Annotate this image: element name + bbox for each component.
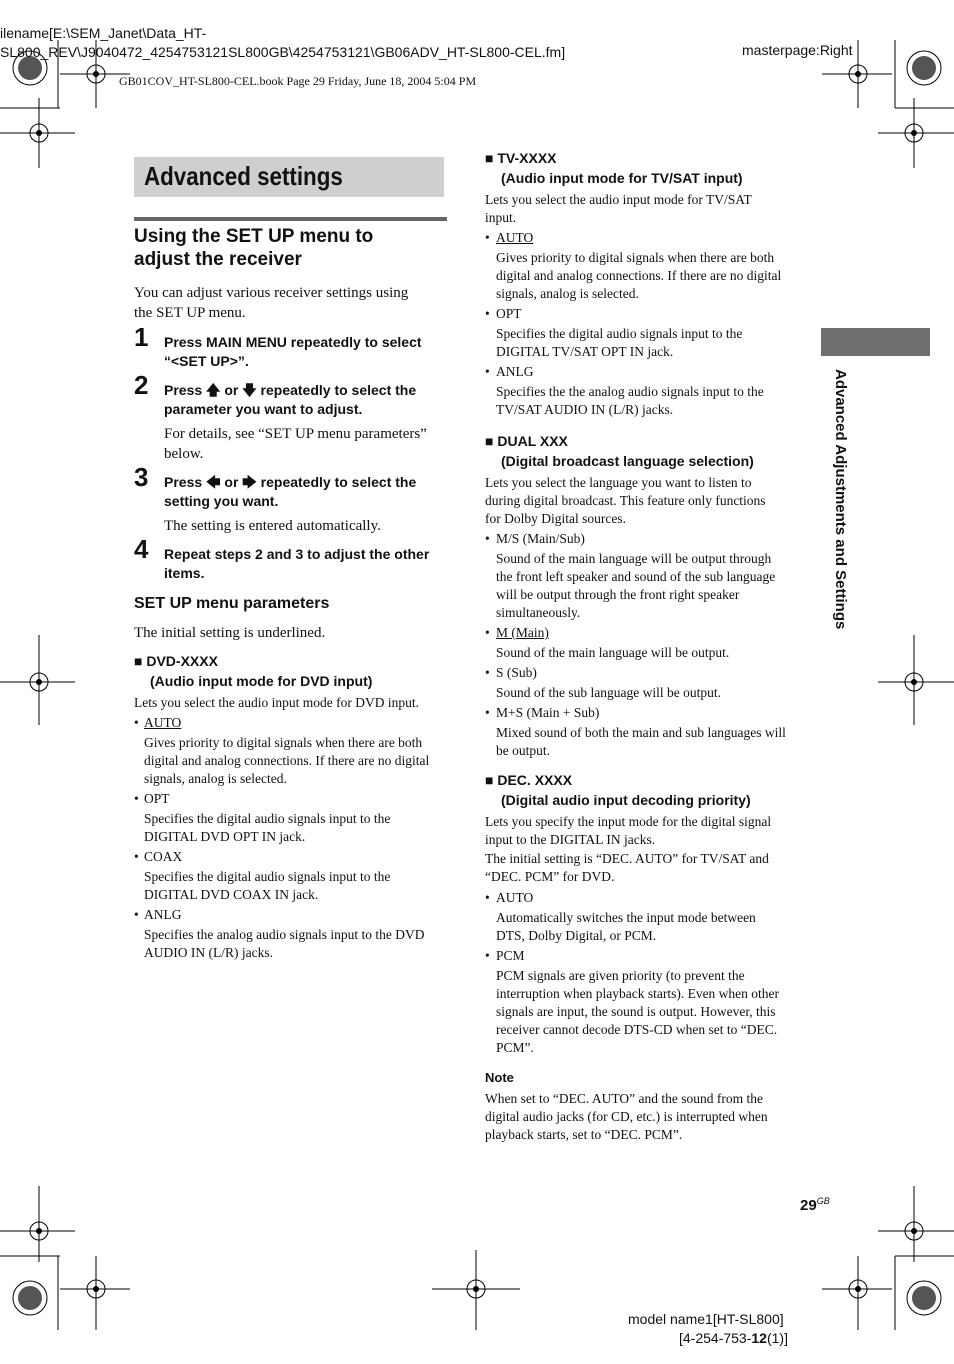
list-item: • AUTO	[134, 715, 182, 730]
filename-line-1: ilename[E:\SEM_Janet\Data_HT-	[0, 25, 207, 41]
dvd-param-desc: Lets you select the audio input mode for DVD input.	[134, 695, 419, 710]
note-label: Note	[485, 1070, 514, 1085]
list-item: • ANLG	[134, 907, 182, 922]
tv-param-desc: Lets you select the audio input mode for TV/SAT input.	[485, 192, 752, 225]
params-heading: SET UP menu parameters	[134, 595, 330, 612]
right-arrow-icon: 🡆	[242, 474, 257, 490]
step-2-text: Press 🡅 or 🡇 repeatedly to select the parameter you want to adjust.	[164, 382, 417, 417]
note-text: When set to “DEC. AUTO” and the sound from the digital audio jacks (for CD, etc.) is interrupted when playback starts, set to “DEC. PCM”.	[485, 1091, 768, 1142]
book-info-line: GB01COV_HT-SL800-CEL.book Page 29 Friday, June 18, 2004 5:04 PM	[119, 74, 477, 88]
step-4-text: Repeat steps 2 and 3 to adjust the other items.	[164, 546, 430, 581]
step-2-note: For details, see “SET UP menu parameters” below.	[164, 426, 427, 462]
dual-param-desc: Lets you select the language you want to listen to during digital broadcast. This feature only functions for Dolby Digital sources.	[485, 475, 766, 526]
masterpage-label: masterpage:Right	[742, 42, 853, 58]
page-title-box	[134, 157, 444, 197]
left-arrow-icon: 🡄	[206, 474, 221, 490]
step-3-text: Press 🡄 or 🡆 repeatedly to select the setting you want.	[164, 474, 417, 509]
footer-code: [4-254-753-12(1)]	[679, 1330, 788, 1346]
list-item: • PCM	[485, 948, 525, 963]
dvd-options: • AUTO Gives priority to digital signals when there are both digital and analog connections. If there are no digital signals, analog is selected. • OPT Specifies the digital audio signals input to the DIGITAL DVD OPT IN jack. • COAX Specifies the digital audio signals input to the DIGITAL DVD COAX IN jack. • ANLG Specifies the analog audio signals input to the DVD AUDIO IN (L/R) jacks.	[134, 714, 454, 962]
filename-line-2: SL800_REV\J9040472_4254753121SL800GB\4254753121\GB06ADV_HT-SL800-CEL.fm]	[0, 44, 566, 60]
step-2-number: 2	[134, 370, 149, 400]
side-tab-marker	[821, 328, 930, 356]
list-item: • M+S (Main + Sub)	[485, 705, 600, 720]
footer-model: model name1[HT-SL800]	[628, 1311, 784, 1327]
square-bullet: ■	[134, 653, 143, 669]
dec-param-desc: Lets you specify the input mode for the digital signal input to the DIGITAL IN jacks. The initial setting is “DEC. AUTO” for TV/SAT and “DEC. PCM” for DVD.	[485, 814, 772, 884]
dvd-param-title: ■ DVD-XXXX (Audio input mode for DVD input)	[134, 653, 373, 689]
list-item: • COAX	[134, 849, 183, 864]
step-1-text: Press MAIN MENU repeatedly to select “<SET UP>”.	[164, 334, 422, 369]
tv-options: • AUTO Gives priority to digital signals when there are both digital and analog connections. If there are no digital signals, analog is selected. • OPT Specifies the digital audio signals input to the DIGITAL TV/SAT OPT IN jack. • ANLG Specifies the the analog audio signals input to the TV/SAT AUDIO IN (L/R) jacks.	[485, 229, 805, 419]
list-item: • S (Sub)	[485, 665, 537, 680]
step-4-number: 4	[134, 534, 149, 564]
up-arrow-icon: 🡅	[206, 382, 221, 398]
list-item: • ANLG	[485, 364, 534, 379]
list-item: • M/S (Main/Sub)	[485, 531, 585, 546]
step-1-number: 1	[134, 322, 149, 352]
step-3-number: 3	[134, 462, 149, 492]
list-item: • AUTO	[485, 890, 534, 905]
dec-options: • AUTO Automatically switches the input mode between DTS, Dolby Digital, or PCM. • PCM PCM signals are given priority (to prevent the interruption when playback starts). Even when other signals are input, the sound is output. However, this receiver cannot decode DTS-CD when set to “DEC. PCM”.	[485, 889, 805, 1057]
page-number: $29^{GB}$	[800, 1196, 830, 1214]
dec-param-title: ■ DEC. XXXX (Digital audio input decoding priority)	[485, 772, 751, 808]
list-item: • M (Main)	[485, 625, 549, 640]
page-title: Advanced settings	[144, 161, 343, 191]
tv-param-title: ■ TV-XXXX (Audio input mode for TV/SAT input)	[485, 150, 743, 186]
list-item: • OPT	[485, 306, 522, 321]
list-item: • OPT	[134, 791, 170, 806]
list-item: • AUTO	[485, 230, 534, 245]
dual-options: • M/S (Main/Sub) Sound of the main language will be output through the front left speaker and sound of the sub language will be output through the front right speaker simultaneously. • M (Main) Sound of the main language will be output. • S (Sub) Sound of the sub language will be output. • M+S (Main + Sub) Mixed sound of both the main and sub languages will be output.	[485, 530, 805, 760]
section-heading: Using the SET UP menu to adjust the receiver	[134, 226, 374, 270]
section-rule	[134, 217, 447, 221]
down-arrow-icon: 🡇	[242, 382, 257, 398]
side-tab-label: Advanced Adjustments and Settings	[832, 369, 849, 630]
step-3-note: The setting is entered automatically.	[164, 518, 381, 534]
params-intro: The initial setting is underlined.	[134, 625, 326, 641]
dual-param-title: ■ DUAL XXX (Digital broadcast language selection)	[485, 433, 754, 469]
section-intro: You can adjust various receiver settings using the SET UP menu.	[134, 285, 409, 321]
